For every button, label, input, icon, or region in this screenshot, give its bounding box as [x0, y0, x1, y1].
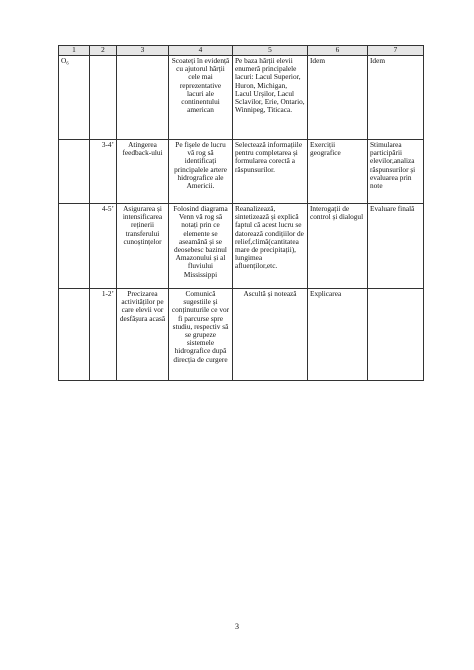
header-cell: 5 [233, 46, 308, 56]
method-cell: Explicarea [308, 289, 368, 381]
time-cell: 4-5’ [90, 204, 117, 289]
header-cell: 4 [169, 46, 233, 56]
objective-cell: O₆ [59, 56, 90, 140]
evaluation-cell: Stimularea participării elevilor,analiza răspunsurilor și evaluarea prin note [368, 140, 424, 204]
teacher-activity-cell: Folosind diagrama Venn vă rog să notați prin ce elemente se aseamănă și se deosebesc bazinul Amazonului și al fluviului Mississippi [169, 204, 233, 289]
objective-cell [59, 289, 90, 381]
objective-cell [59, 204, 90, 289]
stage-cell: Precizarea activităților pe care elevii vor desfășura acasă [117, 289, 169, 381]
teacher-activity-cell: Pe fișele de lucru vă rog să identificați principalele artere hidrografice ale Americii. [169, 140, 233, 204]
time-cell: 3-4’ [90, 140, 117, 204]
header-cell: 2 [90, 46, 117, 56]
stage-cell: Atingerea feedback-ului [117, 140, 169, 204]
student-activity-cell: Ascultă și notează [233, 289, 308, 381]
method-cell: Idem [308, 56, 368, 140]
method-cell: Exerciții geografice [308, 140, 368, 204]
header-cell: 6 [308, 46, 368, 56]
time-cell [90, 56, 117, 140]
table-row [59, 140, 424, 204]
table-row [59, 289, 424, 381]
table-row [59, 56, 424, 140]
evaluation-cell [368, 289, 424, 381]
student-activity-cell: Pe baza hărții elevii enumeră principalele lacuri: Lacul Superior, Huron, Michigan, Lacul Urșilor, Lacul Sclavilor, Erie, Ontario, Winnipeg, Titicaca. [233, 56, 308, 140]
teacher-activity-cell: Scoateți în evidență cu ajutorul hărții cele mai reprezentative lacuri ale continentului american [169, 56, 233, 140]
time-cell: 1-2’ [90, 289, 117, 381]
objective-cell [59, 140, 90, 204]
lesson-plan-table [58, 45, 424, 381]
header-cell: 3 [117, 46, 169, 56]
evaluation-cell: Evaluare finală [368, 204, 424, 289]
method-cell: Interogații de control și dialogul [308, 204, 368, 289]
student-activity-cell: Selectează informațiile pentru completarea și formularea corectă a răspunsurilor. [233, 140, 308, 204]
evaluation-cell: Idem [368, 56, 424, 140]
teacher-activity-cell: Comunică sugestiile și conținuturile ce vor fi parcurse spre studiu, respectiv să se grupeze sistemele hidrografice după direcția de curgere [169, 289, 233, 381]
header-cell: 1 [59, 46, 90, 56]
student-activity-cell: Reanalizează, sintetizează și explică faptul că acest lucru se datorează condițiilor de relief,climă(cantitatea mare de precipitații), lungimea afluenților,etc. [233, 204, 308, 289]
stage-cell: Asigurarea și intensificarea reținerii transferului cunoștințelor [117, 204, 169, 289]
table-header-row [59, 46, 424, 56]
header-cell: 7 [368, 46, 424, 56]
table-row [59, 204, 424, 289]
stage-cell [117, 56, 169, 140]
page-number: 3 [235, 622, 239, 631]
